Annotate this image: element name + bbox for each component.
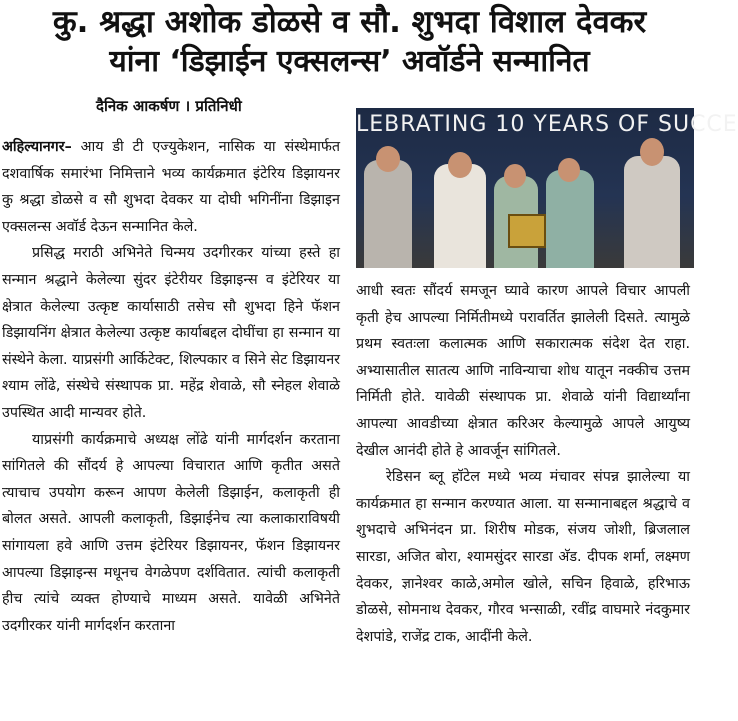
- paragraph-2: प्रसिद्ध मराठी अभिनेते चिन्मय उदगीरकर यांच्या हस्ते हा सन्मान श्रद्धाने केलेल्या सुंदर इंटेरीयर डिझाइन्स व इंटेरियर या क्षेत्रात केलेल्या उत्कृष्ट कार्यासाठी तसेच सौ शुभदा हिने फॅशन डिझायनिंग क्षेत्रात केलेल्या उत्कृष्ट कार्याबद्दल दोघींचा हा सन्मान या संस्थेने केला. याप्रसंगी आर्किटेक्ट, शिल्पकार व सिने सेट डिझायनर श्याम लोंढे, संस्थेचे संस्थापक प्रा. महेंद्र शेवाळे, सौ स्नेहल शेवाळे उपस्थित आदी मान्यवर होते.: [2, 245, 340, 421]
- headline-line-2: यांना ‘डिझाईन एक्सलन्स’ अवॉर्डने सन्मानित: [109, 44, 590, 79]
- person-head: [448, 152, 472, 178]
- photo-banner-text: LEBRATING 10 YEARS OF SUCCE: [356, 112, 738, 137]
- article-column-right: [356, 278, 690, 650]
- paragraph-1: [2, 134, 340, 240]
- paragraph-3: याप्रसंगी कार्यक्रमाचे अध्यक्ष लोंढे यांनी मार्गदर्शन करताना सांगितले की सौंदर्य हे आपल्या विचारात आणि कृतीत असते त्याचाच उपयोग करून आपण केलेली डिझाईन, कलाकृती ही बोलत असते. आपली कलाकृती, डिझाईनेच त्या कलाकाराविषयी सांगायला हवे आणि उत्तम इंटेरियर डिझायनर, फॅशन डिझायनर आपल्या डिझाइन्स मधूनच वेगळेपण दर्शवितात. त्यांची कलाकृती हीच त्यांचे व्यक्त होण्याचे माध्यम असते. यावेळी अभिनेते उदगीरकर यांनी मार्गदर्शन करताना: [2, 431, 340, 634]
- person-head: [640, 138, 664, 166]
- person-figure: [546, 170, 594, 268]
- dateline: अहिल्यानगर–: [2, 139, 72, 155]
- person-head: [504, 164, 526, 188]
- person-figure: [434, 164, 486, 268]
- person-head: [376, 146, 400, 172]
- award-plaque: [508, 214, 546, 248]
- person-figure: [364, 160, 412, 268]
- paragraph-5: रेडिसन ब्लू हॉटेल मध्ये भव्य मंचावर संपन्न झालेल्या या कार्यक्रमात हा सन्मान करण्यात आला. या सन्मानाबद्दल श्रद्धाचे व शुभदाचे अभिनंदन प्रा. शिरीष मोडक, संजय जोशी, ब्रिजलाल सारडा, अजित बोरा, श्यामसुंदर सारडा अ‍ॅड. दीपक शर्मा, लक्ष्मण देवकर, ज्ञानेश्वर काळे,अमोल खोले, सचिन हिवाळे, हरिभाऊ डोळसे, सोमनाथ देवकर, गौरव भन्साळी, रवींद्र वाघमारे नंदकुमार देशपांडे, राजेंद्र टाक, आदींनी केले.: [356, 469, 690, 645]
- headline-line-1: कु. श्रद्धा अशोक डोळसे व सौ. शुभदा विशाल देवकर: [52, 4, 647, 40]
- paragraph-1-text: आय डी टी एज्युकेशन, नासिक या संस्थेमार्फत दशवार्षिक समारंभा निमित्ताने भव्य कार्यक्रमात इंटेरिय डिझायनर कु श्रद्धा डोळसे व सौ शुभदा देवकर या दोघी भगिनींना डिझाइन एक्सलन्स अवॉर्ड देऊन सन्मानित केले.: [2, 139, 340, 235]
- headline: [0, 2, 699, 82]
- article-column-left: [2, 134, 340, 639]
- person-head: [558, 158, 580, 182]
- paragraph-4: आधी स्वतः सौंदर्य समजून घ्यावे कारण आपले विचार आपली कृती हेच आपल्या निर्मितीमध्ये परावर्तित झालेली दिसते. त्यामुळे प्रथम स्वतःला कलात्मक आणि सकारात्मक संदेश देत राहा. अभ्यासातील सातत्य आणि नाविन्याचा शोध यातून नक्कीच उत्तम निर्मिती होते. यावेळी संस्थापक प्रा. शेवाळे यांनी विद्यार्थ्यांना आपल्या आवडीच्या क्षेत्रात करिअर केल्यामुळे आपले आयुष्य देखील आनंदी होते हे आवर्जून सांगितले.: [356, 283, 690, 459]
- person-figure: [624, 156, 680, 268]
- byline: दैनिक आकर्षण । प्रतिनिधी: [96, 97, 242, 115]
- event-photo: [356, 108, 738, 268]
